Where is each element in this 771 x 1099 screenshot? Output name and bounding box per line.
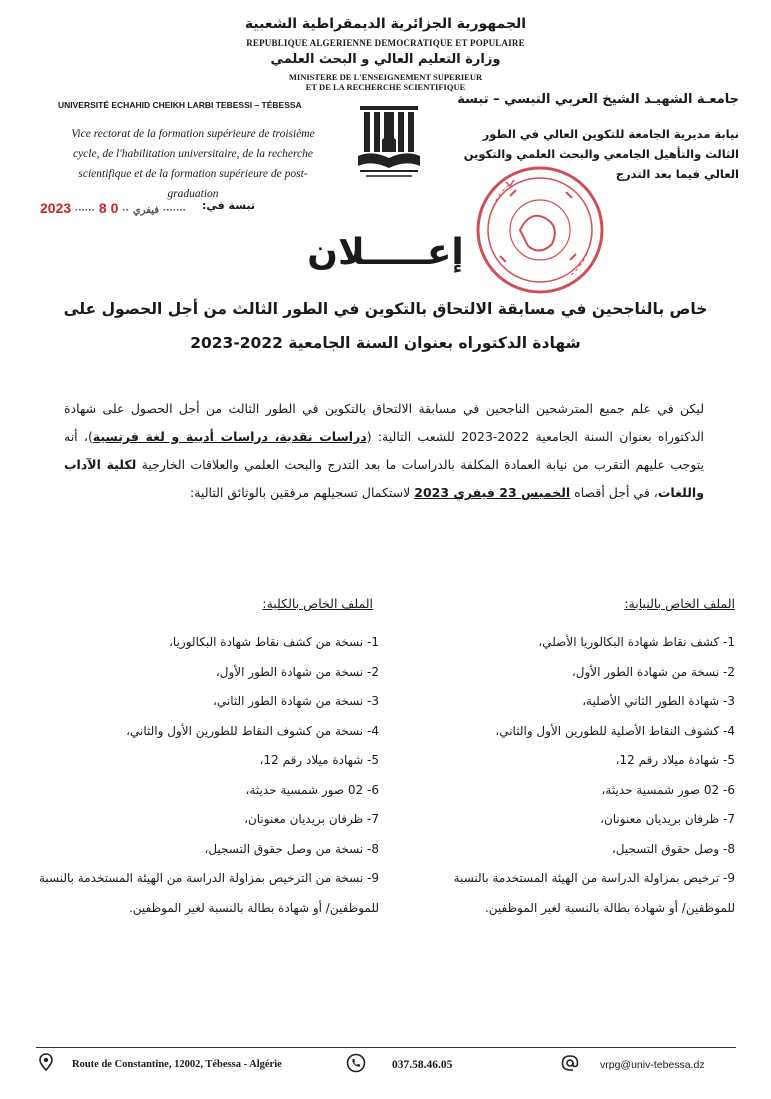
issue-date: 2023 ······ فيفري ·· 0 8 ······· — [40, 200, 187, 216]
stamp-seal-icon — [470, 160, 610, 300]
republic-name-fr: REPUBLIQUE ALGERIENNE DEMOCRATIQUE ET POPULAIRE — [246, 38, 525, 48]
phone-icon — [346, 1053, 366, 1077]
list-item: 1- كشف نقاط شهادة البكالوريا الأصلي، — [538, 635, 735, 649]
footer-phone: 037.58.46.05 — [392, 1059, 453, 1071]
republic-name-ar: الجمهورية الجزائرية الديمقراطية الشعبية — [244, 16, 527, 32]
list-item: 2- نسخة من شهادة الطور الأول، — [215, 664, 379, 679]
date-day: 0 8 — [98, 200, 119, 216]
faculty-name: لكلية الآداب واللغات — [64, 457, 704, 500]
email-at-icon — [560, 1054, 580, 1076]
body-text-3: ، في أجل أقصاه — [570, 485, 658, 500]
date-month: فيفري — [132, 205, 160, 216]
university-name-fr: UNIVERSITÉ ECHAHID CHEIKH LARBI TEBESSI – TÉBESSA — [58, 100, 302, 110]
list-item: 5- شهادة ميلاد رقم 12، — [615, 753, 735, 767]
footer-address: Route de Constantine, 12002, Tébessa - Algérie — [72, 1059, 282, 1070]
deadline-date: الخميس 23 فيفري 2023 — [414, 485, 571, 500]
body-text-2: )، أنه يتوجب عليهم التقرب من نيابة العمادة المكلفة بالدراسات ما بعد التدرج والبحث العلمي والعلاقات الخارجية — [64, 429, 704, 472]
university-logo-icon — [354, 104, 424, 184]
list-item: 7- ظرفان بريديان معنونان، — [600, 812, 735, 826]
list-item: 4- كشوف النقاط الأصلية للطورين الأول والثاني، — [495, 723, 735, 738]
footer-email[interactable]: vrpg@univ-tebessa.dz — [600, 1059, 705, 1071]
announcement-subtitle-line1: خاص بالناجحين في مسابقة الالتحاق بالتكوين في الطور الثالث من أجل الحصول على — [63, 300, 708, 318]
list-item: 2- نسخة من شهادة الطور الأول، — [571, 664, 735, 679]
list-item: 4- نسخة من كشوف النقاط للطورين الأول والثاني، — [126, 723, 379, 738]
faculty-file-heading: الملف الخاص بالكلية: — [262, 596, 373, 611]
announcement-subtitle-line2: شهادة الدكتوراه بعنوان السنة الجامعية 2022-2023 — [190, 334, 581, 352]
university-name-ar: جامعـة الشهيـد الشيخ العربي التبسي – تبسة — [457, 92, 739, 107]
date-label: تبسة في: — [202, 199, 256, 212]
vice-rectorate-ar: نيابة مديرية الجامعة للتكوين العالي في الطور الثالث والتأهيل الجامعي والبحث العلمي والتكوين العالي فيما بعد التدرج — [463, 127, 739, 181]
list-item: 7- ظرفان بريديان معنونان، — [244, 812, 379, 826]
vice-deanship-file-heading: الملف الخاص بالنيابة: — [624, 596, 735, 611]
list-item: 1- نسخة من كشف نقاط شهادة البكالوريا، — [169, 635, 379, 649]
location-pin-icon — [38, 1053, 54, 1075]
university-logo — [354, 104, 424, 184]
announcement-title: إعـــــلان — [307, 232, 464, 273]
list-item: 6- 02 صور شمسية حديثة، — [601, 782, 735, 797]
fields-list: دراسات نقدية، دراسات أدبية و لغة فرنسية — [92, 429, 367, 444]
vice-deanship-documents-list — [401, 628, 735, 923]
faculty-documents-list — [34, 628, 379, 923]
date-year: 2023 — [40, 200, 72, 216]
list-item: 9- نسخة من الترخيص بمزاولة الدراسة من الهيئة المستخدمة بالنسبة للموظفين/ أو شهادة بطالة بالنسبة لغير الموظفين. — [38, 871, 379, 915]
official-stamp — [470, 160, 610, 300]
list-item: 3- نسخة من شهادة الطور الثاني، — [212, 694, 379, 708]
footer-divider — [36, 1047, 736, 1048]
list-item: 9- ترخيص بمزاولة الدراسة من الهيئة المستخدمة بالنسبة للموظفين/ أو شهادة بطالة بالنسبة لغير الموظفين. — [453, 871, 735, 915]
body-text-1: ليكن في علم جميع المترشحين الناجحين في مسابقة الالتحاق بالتكوين في الطور الثالث من أجل الحصول على شهادة الدكتوراه بعنوان السنة الجامعية 2022-2023 للشعب التالية: ( — [64, 401, 704, 444]
list-item: 8- نسخة من وصل حقوق التسجيل، — [204, 841, 379, 856]
list-item: 8- وصل حقوق التسجيل، — [611, 841, 735, 856]
list-item: 3- شهادة الطور الثاني الأصلية، — [582, 694, 735, 708]
ministry-name-ar: وزارة التعليم العالي و البحث العلمي — [270, 52, 501, 67]
list-item: 6- 02 صور شمسية حديثة، — [245, 782, 379, 797]
ministry-name-fr-line1: MINISTERE DE L'ENSEIGNEMENT SUPERIEUR — [288, 72, 483, 82]
vice-rectorate-fr: Vice rectorat de la formation supérieure de troisième cycle, de l'habilitation universitaire, de la recherche scientifique et de la formation supérieure de post-graduation — [71, 128, 315, 200]
body-text-4: لاستكمال تسجيلهم مرفقين بالوثائق التالية: — [190, 485, 415, 500]
announcement-body — [64, 395, 704, 507]
list-item: 5- شهادة ميلاد رقم 12، — [259, 753, 379, 767]
ministry-name-fr-line2: ET DE LA RECHERCHE SCIENTIFIQUE — [305, 82, 466, 92]
